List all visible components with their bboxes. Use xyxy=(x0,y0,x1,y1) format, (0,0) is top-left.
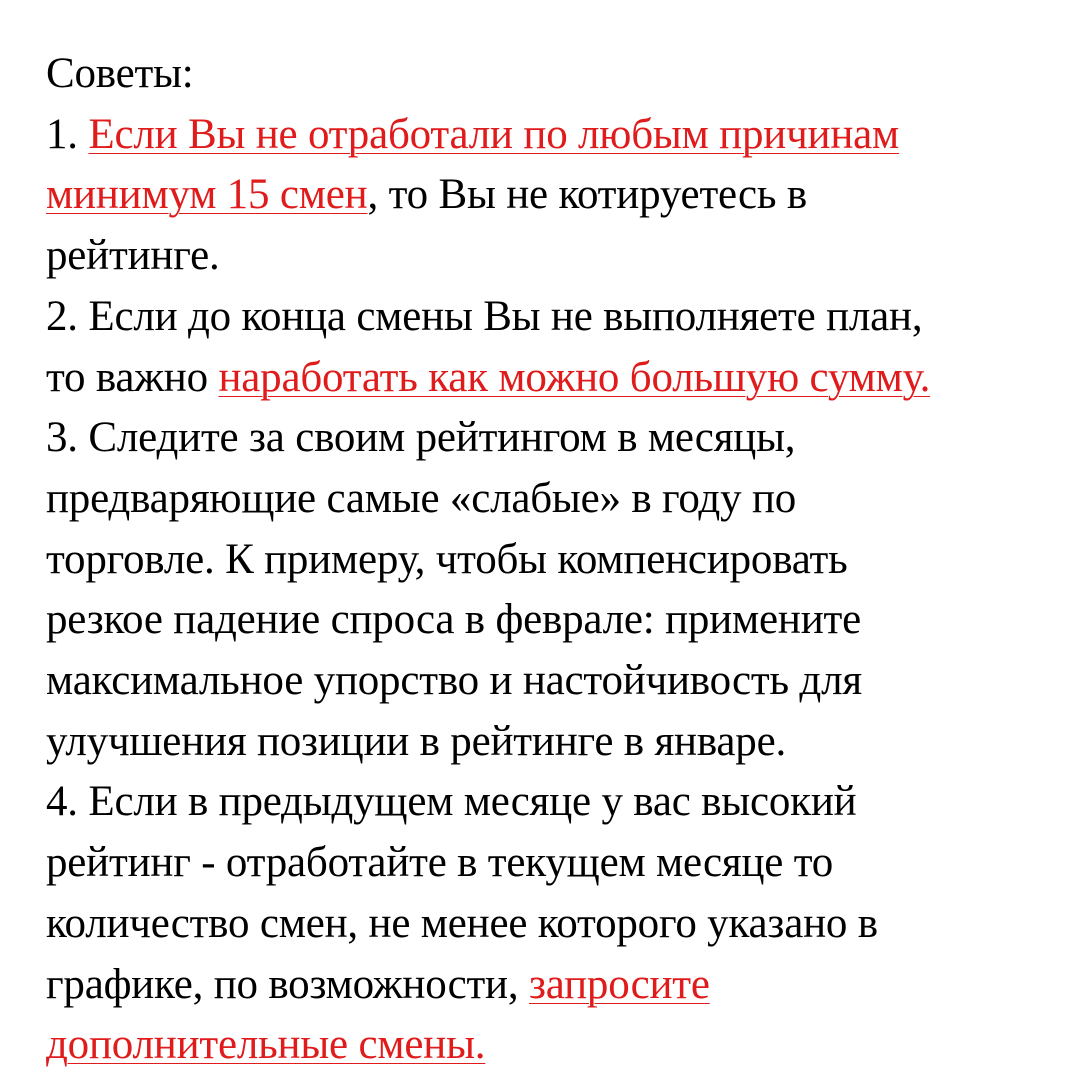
tip-1-text: , то Вы не котируетесь в xyxy=(367,171,807,219)
tip-2-text: Если до конца смены Вы не выполняете план, xyxy=(88,292,923,340)
tip-1-highlight-part-2: минимум 15 смен xyxy=(46,171,368,219)
tip-3 xyxy=(46,408,1056,772)
tip-3-line-2: предваряющие самые «слабые» в году по xyxy=(46,474,797,522)
tip-1-line-3: рейтинге. xyxy=(46,232,220,280)
tip-3-number: 3. xyxy=(46,414,89,462)
tip-1 xyxy=(46,105,1056,287)
tip-4-line-3: количество смен, не менее которого указано в xyxy=(46,899,878,947)
tip-4-line-4 xyxy=(46,955,1056,1016)
tip-3-line-3: торговле. К примеру, чтобы компенсировать xyxy=(46,535,848,583)
tip-4-highlight-part-1: запросите xyxy=(528,960,710,1008)
tip-1-number: 1. xyxy=(46,110,89,158)
tip-3-line-1 xyxy=(46,408,1056,469)
tip-4-line-1 xyxy=(46,772,1056,833)
tip-3-line-6: улучшения позиции в рейтинге в январе. xyxy=(46,717,787,765)
tip-4-line-5 xyxy=(46,1015,1056,1076)
tip-4-text-before: графике, по возможности, xyxy=(46,960,529,1008)
tip-3-line-5: максимальное упорство и настойчивость для xyxy=(46,657,862,705)
tip-2-number: 2. xyxy=(46,292,89,340)
tips-text-block xyxy=(46,44,1056,1076)
tips-heading: Советы: xyxy=(46,50,194,97)
tip-1-highlight-part-1: Если Вы не отработали по любым причинам xyxy=(88,110,900,158)
tip-1-line-2 xyxy=(46,165,1056,226)
tip-3-line-4: резкое падение спроса в феврале: примените xyxy=(46,596,862,644)
tip-2-line-2 xyxy=(46,348,1056,409)
tip-1-line-1 xyxy=(46,105,1056,166)
tip-3-text: Следите за своим рейтингом в месяцы, xyxy=(88,414,796,462)
tip-4-line-2: рейтинг - отработайте в текущем месяце то xyxy=(46,839,834,887)
tip-2-highlight: наработать как можно большую сумму. xyxy=(218,353,931,401)
tip-4-highlight-part-2: дополнительные смены. xyxy=(46,1021,486,1069)
tip-2-line-1 xyxy=(46,287,1056,348)
tip-2 xyxy=(46,287,1056,408)
tip-2-text-before: то важно xyxy=(46,353,219,401)
tip-4-number: 4. xyxy=(46,778,89,826)
tip-4 xyxy=(46,772,1056,1076)
tip-4-text: Если в предыдущем месяце у вас высокий xyxy=(88,778,857,826)
